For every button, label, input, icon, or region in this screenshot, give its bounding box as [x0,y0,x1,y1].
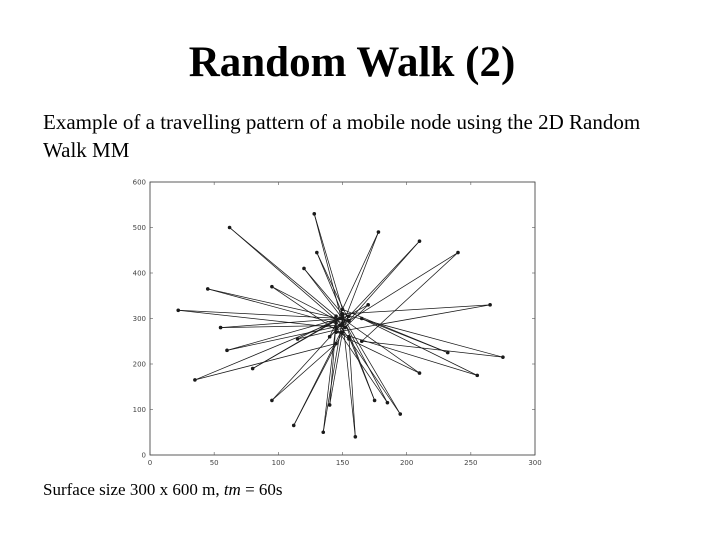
waypoint-marker [270,285,274,289]
slide-title: Random Walk (2) [188,39,516,86]
waypoint-marker [328,403,332,407]
waypoint-marker [377,230,381,234]
waypoint-marker [206,287,210,291]
y-tick-label: 200 [132,360,146,369]
waypoint-marker [225,349,229,353]
caption-suffix: = 60s [240,480,283,499]
slide-caption [43,479,283,501]
waypoint-marker [418,371,422,375]
waypoint-marker [251,367,255,371]
waypoint-marker [341,317,345,321]
y-tick-label: 0 [141,451,146,460]
waypoint-marker [176,309,180,313]
slide-description: Example of a travelling pattern of a mobile node using the 2D Random Walk MM [43,110,641,162]
random-walk-chart [120,172,560,472]
caption-tm: tm [223,480,241,499]
waypoint-marker [292,424,296,428]
waypoint-marker [334,321,338,325]
y-tick-label: 400 [132,269,146,278]
x-tick-label: 300 [528,459,542,467]
waypoint-marker [501,355,505,359]
waypoint-marker [456,251,460,255]
waypoint-marker [341,308,345,312]
waypoint-marker [219,326,223,330]
y-tick-label: 100 [132,406,146,414]
waypoint-marker [321,430,325,434]
waypoint-marker [341,330,345,334]
random-walk-plot [120,172,560,472]
waypoint-marker [386,401,390,405]
waypoint-marker [360,339,364,343]
x-tick-label: 250 [464,459,478,467]
waypoint-marker [360,317,364,321]
waypoint-marker [418,239,422,243]
y-tick-label: 500 [132,224,146,232]
waypoint-marker [398,412,402,416]
y-tick-label: 300 [132,315,146,323]
waypoint-marker [446,351,450,355]
caption-prefix: Surface size 300 x 600 m, [43,480,224,499]
waypoint-marker [312,212,316,216]
waypoint-marker [475,374,479,378]
waypoint-marker [270,399,274,403]
waypoint-marker [296,337,300,341]
waypoint-marker [347,319,351,323]
x-tick-label: 150 [335,459,350,467]
waypoint-marker [354,435,358,439]
waypoint-marker [334,314,338,318]
waypoint-marker [373,399,377,403]
waypoint-marker [302,267,306,271]
waypoint-marker [228,226,232,230]
x-tick-label: 50 [209,459,219,467]
waypoint-marker [334,330,338,334]
waypoint-marker [488,303,492,307]
x-tick-label: 100 [271,459,286,467]
waypoint-marker [193,378,197,382]
waypoint-marker [334,342,338,346]
waypoint-marker [366,303,370,307]
waypoint-marker [343,326,347,330]
waypoint-marker [347,314,351,318]
waypoint-marker [334,326,338,330]
x-tick-label: 0 [147,459,153,467]
y-tick-label: 600 [132,178,146,187]
waypoint-marker [328,335,332,339]
x-tick-label: 200 [399,459,414,467]
waypoint-marker [315,251,319,255]
waypoint-marker [347,335,351,339]
